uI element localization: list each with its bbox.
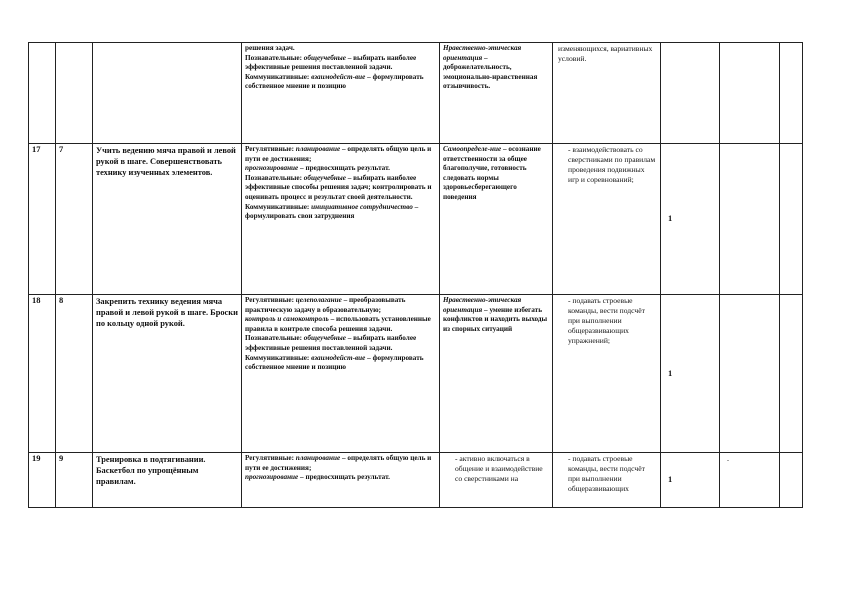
personal-results-item	[443, 145, 549, 203]
notes-cell	[780, 43, 803, 144]
uud-text: – предвосхищать результат.	[298, 473, 390, 482]
personal-results-term: Самоопределе-ние	[443, 145, 502, 153]
uud-text: – определять общую цель и пути ее достижения;	[245, 454, 432, 472]
uud-text: – формулировать собственное мнение и позицию	[245, 72, 424, 91]
personal-results-text: – умение избегать конфликтов и находить выходы из спорных ситуаций	[443, 305, 548, 333]
uud-label: Познавательные:	[245, 53, 304, 62]
lesson-number-cell: 7	[56, 144, 93, 295]
uud-label: Регулятивные:	[245, 145, 296, 153]
uud-term: контроль и самоконтроль	[245, 315, 329, 324]
uud-item	[245, 145, 436, 164]
uud-term: инициативное сотрудничество	[311, 202, 413, 211]
uud-label: Регулятивные:	[245, 296, 296, 304]
date-cell	[720, 43, 780, 144]
activity-text: - подавать строевые команды, вести подсчёт при выполнении общеразвивающих упражнений;	[568, 296, 645, 345]
uud-label: Познавательные:	[245, 173, 304, 182]
activity-text: - взаимодействовать со сверстниками по правилам проведения подвижных игр и соревнований;	[568, 145, 656, 184]
uud-text: – преобразовывать практическую задачу в образовательную;	[245, 296, 406, 314]
uud-term: целеполагание	[295, 296, 342, 304]
lesson-topic-cell: Тренировка в подтягивании. Баскетбол по упрощённым правилам.	[93, 453, 242, 508]
lesson-topic-cell	[93, 43, 242, 144]
hours-cell	[661, 43, 720, 144]
personal-results-item	[443, 296, 549, 334]
notes-cell	[780, 295, 803, 453]
notes-cell	[780, 453, 803, 508]
activity-cell	[553, 453, 661, 508]
table-row	[29, 144, 803, 295]
row-number-cell: 18	[29, 295, 56, 453]
table-row	[29, 43, 803, 144]
uud-label: Коммуникативные:	[245, 353, 312, 362]
date-value	[723, 145, 727, 154]
hours-value: 1	[668, 213, 673, 224]
uud-text: – формулировать собственное мнение и позицию	[245, 353, 424, 372]
uud-text: – выбирать наиболее эффективные решения поставленной задачи.	[245, 53, 417, 72]
personal-results-term: Нравственно-этическая ориентация	[443, 296, 522, 314]
personal-results-cell	[440, 453, 553, 508]
uud-text: – использовать установленные правила в контроле способа решения задачи.	[245, 315, 431, 333]
uud-term: планирование	[295, 145, 341, 153]
activity-text: - подавать строевые команды, вести подсчёт при выполнении общеразвивающих	[568, 454, 645, 493]
uud-term: взаимодейст-вие	[311, 353, 366, 362]
uud-item	[245, 54, 436, 73]
hours-cell	[661, 453, 720, 508]
date-cell	[720, 295, 780, 453]
uud-item	[245, 334, 436, 353]
uud-text: – формулировать свои затруднения	[245, 202, 419, 221]
uud-item	[245, 473, 436, 483]
uud-item	[245, 164, 436, 174]
date-value	[723, 44, 727, 53]
uud-cell	[242, 144, 440, 295]
uud-cell	[242, 43, 440, 144]
uud-text: – предвосхищать результат.	[298, 164, 390, 173]
uud-cell	[242, 295, 440, 453]
personal-results-text: – осознание ответственности за общее благополучие, готовность следовать нормы здоровьесберегающего поведения	[443, 145, 541, 201]
date-cell	[720, 144, 780, 295]
uud-label: Коммуникативные:	[245, 202, 312, 211]
row-number-cell	[29, 43, 56, 144]
date-value	[723, 296, 727, 305]
hours-cell	[661, 144, 720, 295]
uud-text: – выбирать наиболее эффективные решения поставленной задачи.	[245, 334, 417, 352]
personal-results-item	[443, 44, 549, 92]
uud-term: прогнозирование	[245, 164, 299, 173]
date-cell	[720, 453, 780, 508]
activity-cell	[553, 43, 661, 144]
table-row	[29, 295, 803, 453]
personal-results-cell	[440, 43, 553, 144]
uud-term: прогнозирование	[245, 473, 299, 482]
row-number-cell: 17	[29, 144, 56, 295]
row-number-cell: 19	[29, 453, 56, 508]
table-row	[29, 453, 803, 508]
hours-cell	[661, 295, 720, 453]
uud-item	[245, 203, 436, 222]
uud-term: общеучебные	[303, 173, 346, 182]
personal-results-text: - активно включаться в общение и взаимодействие со сверстниками на	[455, 454, 543, 483]
uud-item	[245, 354, 436, 373]
uud-label: Познавательные:	[245, 334, 304, 343]
uud-term: взаимодейст-вие	[311, 72, 366, 81]
lesson-plan-table	[28, 42, 803, 508]
uud-term: общеучебные	[303, 334, 346, 343]
uud-item	[245, 73, 436, 92]
uud-text: – выбирать наиболее эффективные способы решения задач; контролировать и оценивать процесс и результат своей деятельности.	[245, 173, 432, 201]
hours-value: 1	[668, 367, 673, 378]
uud-term: планирование	[295, 454, 341, 462]
uud-text: решения задач.	[245, 44, 295, 52]
lesson-topic-cell: Закрепить технику ведения мяча правой и левой рукой в шаге. Броски по кольцу одной рукой.	[93, 295, 242, 453]
hours-value: 1	[668, 474, 673, 485]
activity-cell	[553, 144, 661, 295]
date-value: .	[727, 454, 729, 463]
uud-item	[245, 315, 436, 334]
personal-results-cell	[440, 144, 553, 295]
activity-cell	[553, 295, 661, 453]
uud-label: Регулятивные:	[245, 454, 296, 462]
activity-text: изменяющихся, вариативных условий.	[558, 44, 653, 63]
personal-results-term: Нравственно-этическая ориентация	[443, 44, 522, 62]
uud-item	[245, 174, 436, 203]
personal-results-text: – доброжелательность, эмоционально-нравственная отзывчивость.	[443, 53, 538, 91]
lesson-topic-cell: Учить ведению мяча правой и левой рукой в шаге. Совершенствовать технику изученных элементов.	[93, 144, 242, 295]
personal-results-cell	[440, 295, 553, 453]
uud-cell	[242, 453, 440, 508]
uud-item	[245, 44, 436, 54]
uud-text: – определять общую цель и пути ее достижения;	[245, 145, 432, 163]
lesson-number-cell	[56, 43, 93, 144]
uud-item	[245, 296, 436, 315]
lesson-number-cell: 9	[56, 453, 93, 508]
notes-cell	[780, 144, 803, 295]
uud-term: общеучебные	[303, 53, 346, 62]
uud-item	[245, 454, 436, 473]
uud-label: Коммуникативные:	[245, 72, 312, 81]
lesson-number-cell: 8	[56, 295, 93, 453]
